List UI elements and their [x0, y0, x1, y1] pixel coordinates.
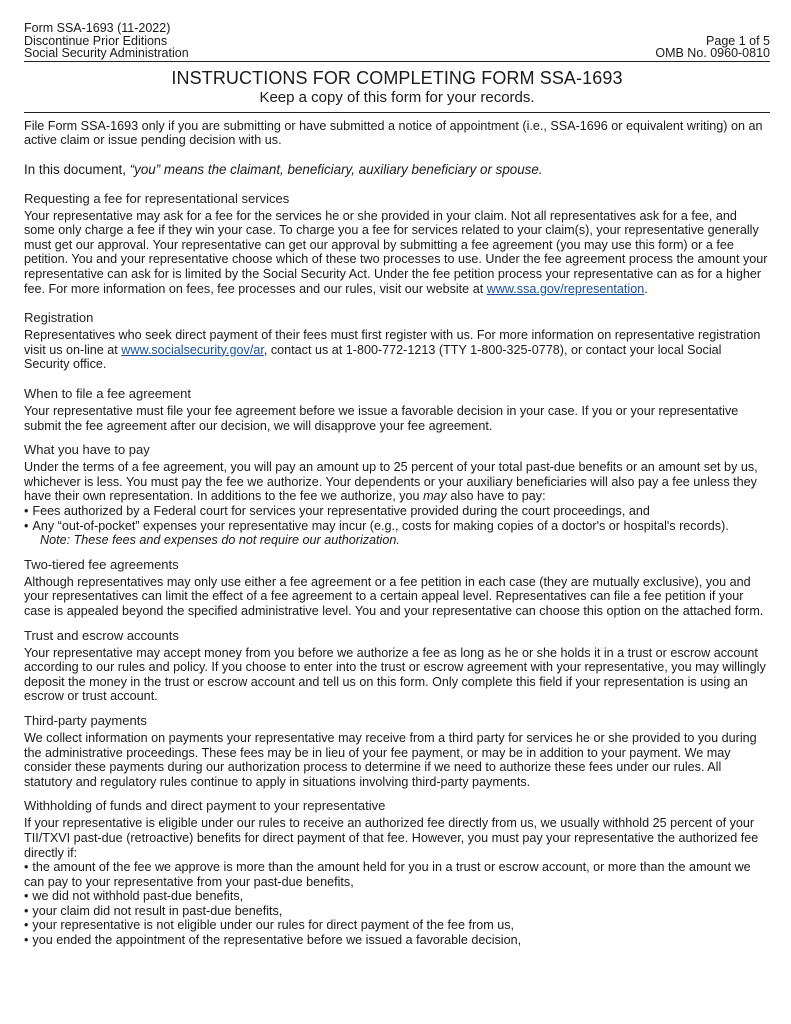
header-divider	[24, 61, 770, 62]
document-page	[24, 22, 770, 948]
page-subtitle: Keep a copy of this form for your records.	[259, 88, 535, 106]
section-body-requesting	[24, 209, 770, 297]
withholding-bullet-list	[24, 860, 770, 948]
section-body-pay	[24, 460, 770, 504]
list-item: • your representative is not eligible under our rules for direct payment of the fee from us,	[24, 918, 770, 933]
page-number: Page 1 of 5	[706, 33, 770, 48]
section-heading-two-tiered: Two-tiered fee agreements	[24, 556, 179, 572]
section-body-third-party: We collect information on payments your representative may receive from a third party for services he or she provided to you during the administrative proceedings. These fees may be in lieu of your fee payment, or may be in addition to your payment. We may consider these payments during our authorization process to determine if we need to authorize these fees under our rules. All statutory and regulatory rules continue to apply in situations involving third-party payments.	[24, 730, 757, 789]
requesting-text: Your representative may ask for a fee for the services he or she provided in your claim. Not all representatives ask for a fee, and some only charge a fee if they win your case. To charge you a fee for services related to your claim(s), your representative generally must get our approval. Your representative can get our approval by submitting a fee agreement (you may use this form) or a fee petition. You and your representative choose which of these two processes to use. Under the fee agreement process the amount your representative can ask for is limited by the Social Security Act. Under the fee petition process your representative can as for a higher fee. For more information on fees, fee processes and our rules, visit our website at	[24, 208, 768, 296]
list-item: • we did not withhold past-due benefits,	[24, 889, 770, 904]
section-body-two-tiered: Although representatives may only use either a fee agreement or a fee petition in each case (they are mutually exclusive), you and your representatives can limit the effect of a fee agreement to a certain appeal level. Representatives can file a fee petition if your case is appealed beyond the specified administrative level. You and your representative can choose this option on the attached form.	[24, 574, 764, 618]
pay-text-italic: may	[423, 489, 447, 504]
section-heading-trust: Trust and escrow accounts	[24, 627, 179, 643]
omb-number: OMB No. 0960-0810	[655, 46, 770, 60]
agency-name: Social Security Administration	[24, 46, 189, 60]
header-left	[24, 22, 189, 60]
you-definition	[24, 162, 770, 177]
intro-paragraph: File Form SSA-1693 only if you are submitting or have submitted a notice of appointment (i.e., SSA-1696 or equivalent writing) on an active claim or issue pending decision with us.	[24, 118, 763, 148]
list-item: • the amount of the fee we approve is more than the amount held for you in a trust or escrow account, or more than the amount we can pay to your representative from your past-due benefits,	[24, 860, 770, 889]
page-title: INSTRUCTIONS FOR COMPLETING FORM SSA-1693	[171, 67, 623, 88]
list-item: • Any “out-of-pocket” expenses your representative may incur (e.g., costs for making copies of a doctor's or hospital's records).	[24, 519, 770, 534]
list-item: • Fees authorized by a Federal court for services your representative provided during the court proceedings, and	[24, 504, 770, 519]
section-heading-requesting: Requesting a fee for representational services	[24, 190, 290, 206]
title-divider	[24, 112, 770, 113]
list-item: • you ended the appointment of the representative before we issued a favorable decision,	[24, 933, 770, 948]
pay-bullet-list	[24, 504, 770, 533]
socialsecurity-ar-link[interactable]: www.socialsecurity.gov/ar	[121, 342, 264, 357]
section-body-registration	[24, 328, 770, 372]
editions-notice: Discontinue Prior Editions	[24, 33, 168, 48]
registration-text-before: Representatives who seek direct payment of their fees must first register with us. For more information on representative registration visit us on-line at	[24, 328, 761, 357]
registration-text-after: , contact us at 1-800-772-1213 (TTY 1-800-325-0778), or contact your local Social Security office.	[24, 342, 722, 372]
section-heading-pay: What you have to pay	[24, 442, 150, 458]
ssa-representation-link[interactable]: www.ssa.gov/representation	[486, 281, 645, 296]
pay-note: Note: These fees and expenses do not require our authorization.	[40, 533, 400, 548]
header-right	[655, 35, 770, 60]
section-body-withholding: If your representative is eligible under our rules to receive an authorized fee directly from us, we usually withhold 25 percent of your TII/TXVI past-due (retroactive) benefits for direct payment of that fee. However, you must pay your representative the authorized fee directly if:	[24, 816, 759, 860]
pay-text-before: Under the terms of a fee agreement, you will pay an amount up to 25 percent of your total past-due benefits or an amount set by us, whichever is less. You must pay the fee we authorize. Your dependents or your auxiliary beneficiaries will also pay a fee unless they have their own representation. In additions to the fee we authorize, you	[24, 460, 758, 504]
pay-text-after: also have to pay:	[446, 489, 546, 504]
form-header	[24, 22, 770, 60]
section-heading-withholding: Withholding of funds and direct payment to your representative	[24, 798, 386, 814]
form-id: Form SSA-1693 (11-2022)	[24, 21, 171, 35]
you-definition-prefix: In this document,	[24, 161, 130, 177]
section-heading-registration: Registration	[24, 310, 94, 326]
section-body-when: Your representative must file your fee agreement before we issue a favorable decision in your case. If you or your representative submit the fee agreement after our decision, we will disapprove your fee agreement.	[24, 404, 739, 433]
list-item: • your claim did not result in past-due benefits,	[24, 904, 770, 919]
section-heading-third-party: Third-party payments	[24, 712, 147, 728]
you-definition-italic: “you” means the claimant, beneficiary, auxiliary beneficiary or spouse.	[129, 161, 543, 177]
section-body-trust: Your representative may accept money from you before we authorize a fee as long as he or she holds it in a trust or escrow account according to our rules and policy. If you choose to enter into the trust or escrow agreement with your representative, you may willingly deposit the money in the trust or escrow account and tell us on this form. Only complete this field if your representation is using an escrow or trust account.	[24, 645, 766, 704]
section-heading-when: When to file a fee agreement	[24, 386, 191, 402]
requesting-end: .	[644, 281, 648, 296]
